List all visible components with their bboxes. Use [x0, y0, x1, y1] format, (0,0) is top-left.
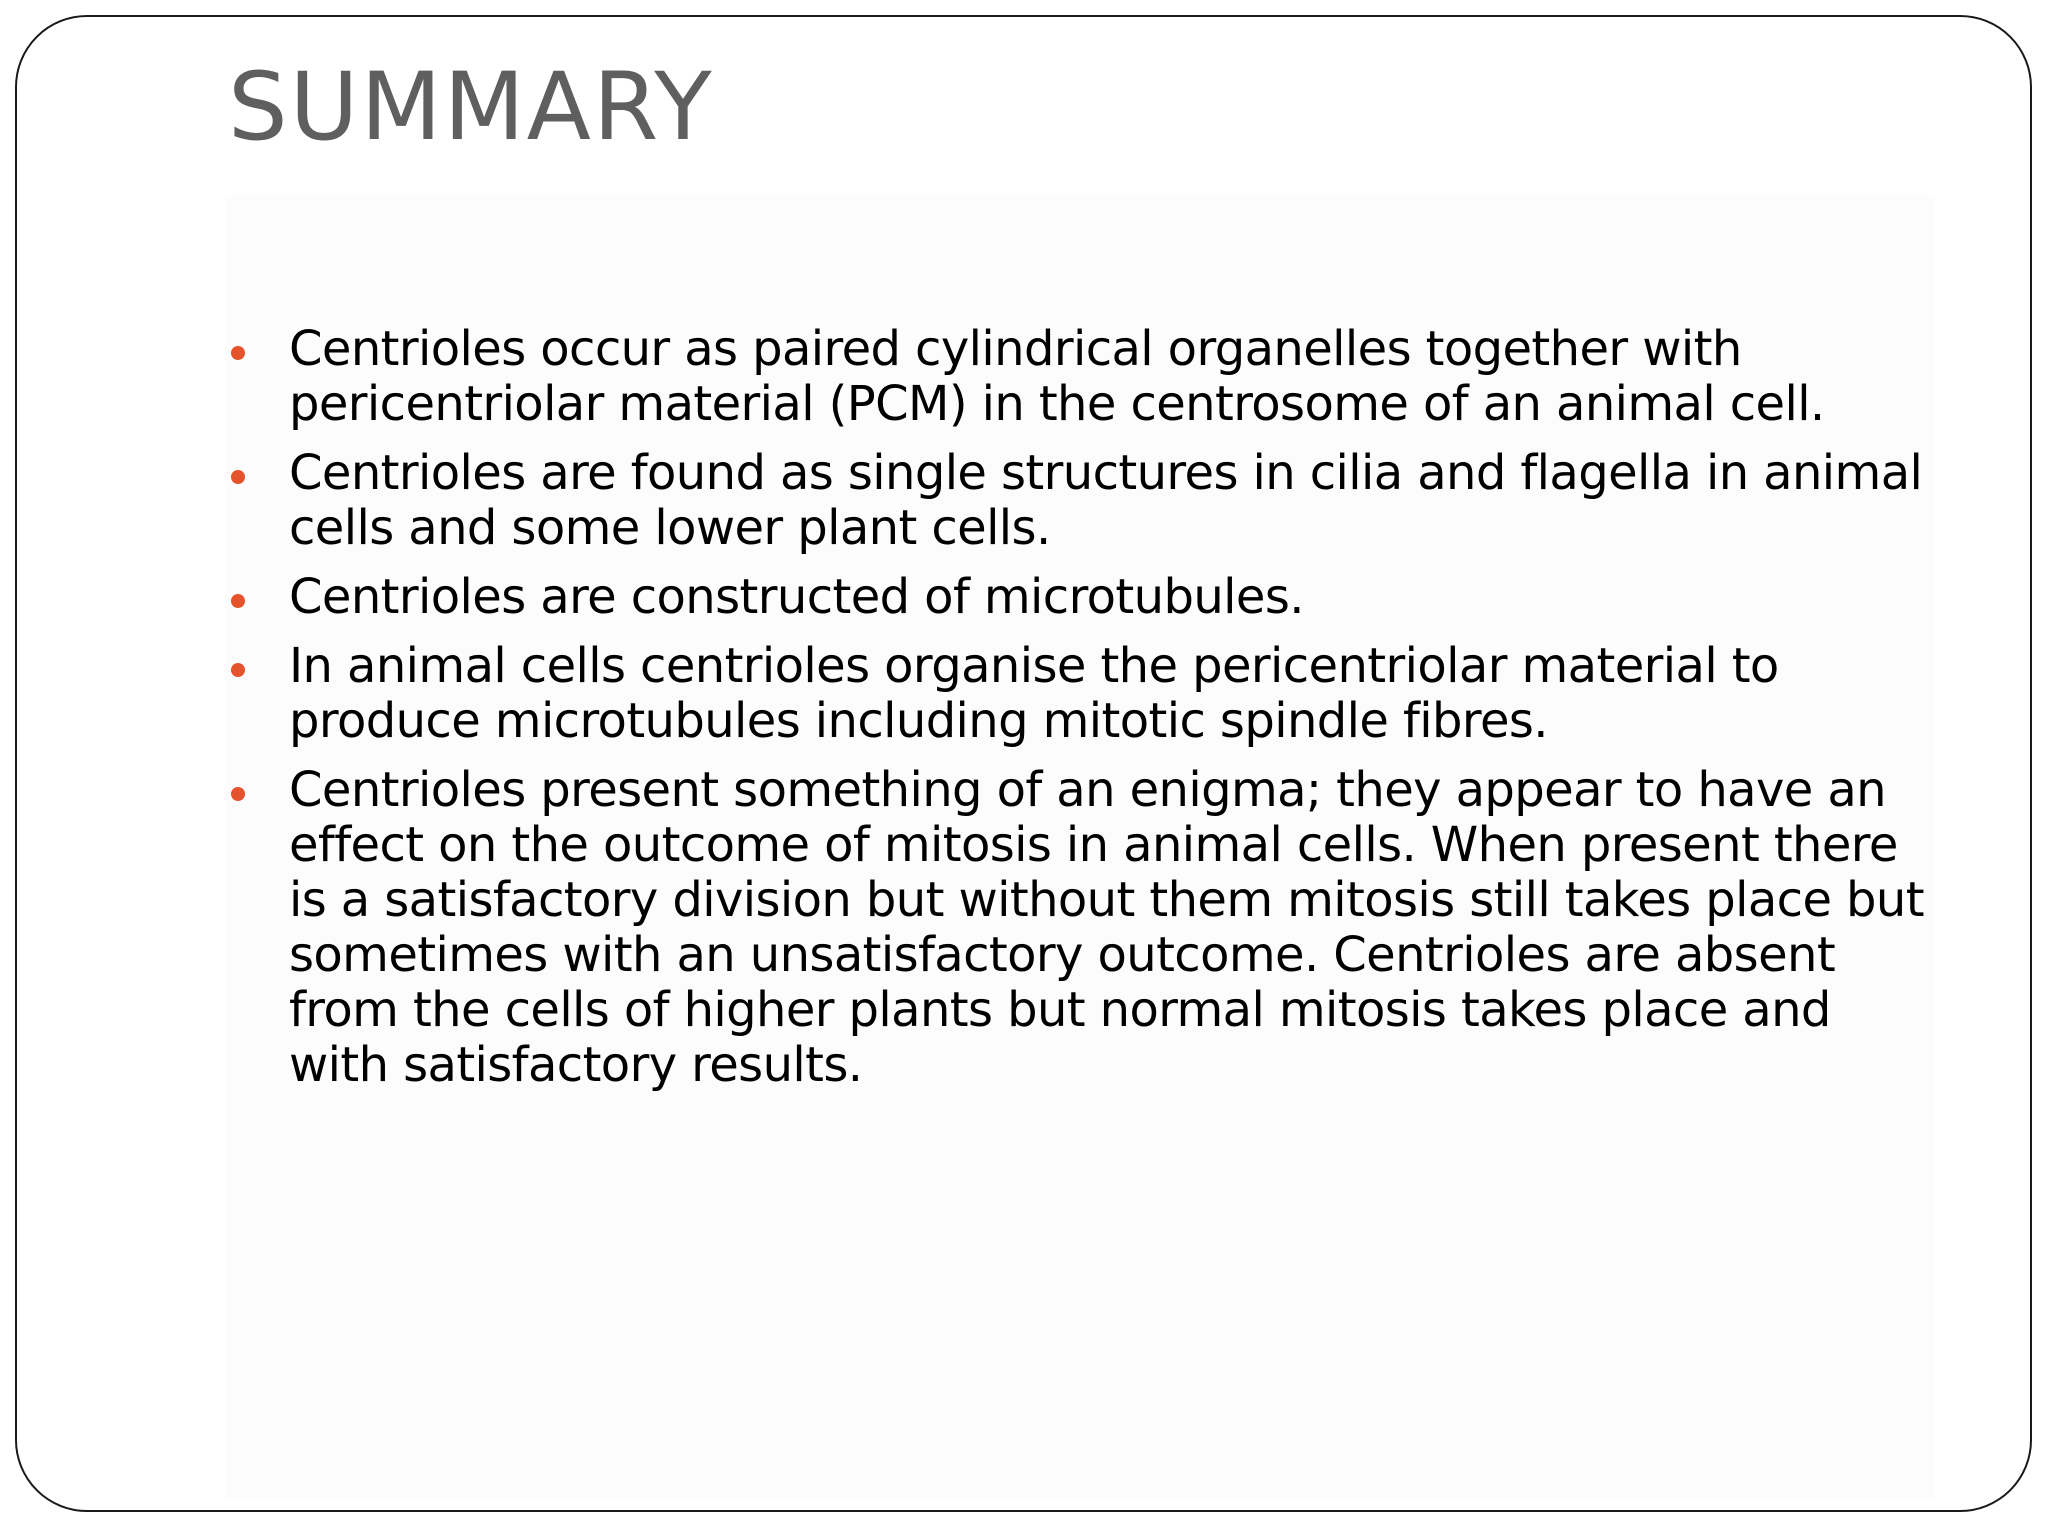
bullet-text: Centrioles present something of an enigma; they appear to have an effect on the outcome of mitosis in animal cells. When present there is a satisfactory division but without them mitosis still takes place but sometimes with an unsatisfactory outcome. Centrioles are absent from the cells of higher plants but normal mitosis takes place and with satisfactory results. — [289, 762, 1924, 1093]
bullet-item — [228, 322, 1928, 432]
bullet-dot-icon — [231, 663, 245, 677]
bullet-dot-icon — [231, 787, 245, 801]
bullet-dot-icon — [231, 594, 245, 608]
bullet-text: Centrioles are found as single structures in cilia and flagella in animal cells and some lower plant cells. — [289, 445, 1923, 556]
bullet-dot-icon — [231, 346, 245, 360]
bullet-item — [228, 763, 1928, 1093]
bullet-text: Centrioles occur as paired cylindrical organelles together with pericentriolar material (PCM) in the centrosome of an animal cell. — [289, 321, 1825, 432]
bullet-item — [228, 570, 1928, 625]
bullet-text: Centrioles are constructed of microtubules. — [289, 569, 1304, 625]
bullet-list — [228, 322, 1928, 1107]
bullet-dot-icon — [231, 470, 245, 484]
slide-title: SUMMARY — [228, 53, 714, 162]
bullet-text: In animal cells centrioles organise the pericentriolar material to produce microtubules including mitotic spindle fibres. — [289, 638, 1779, 749]
bullet-item — [228, 639, 1928, 749]
bullet-item — [228, 446, 1928, 556]
